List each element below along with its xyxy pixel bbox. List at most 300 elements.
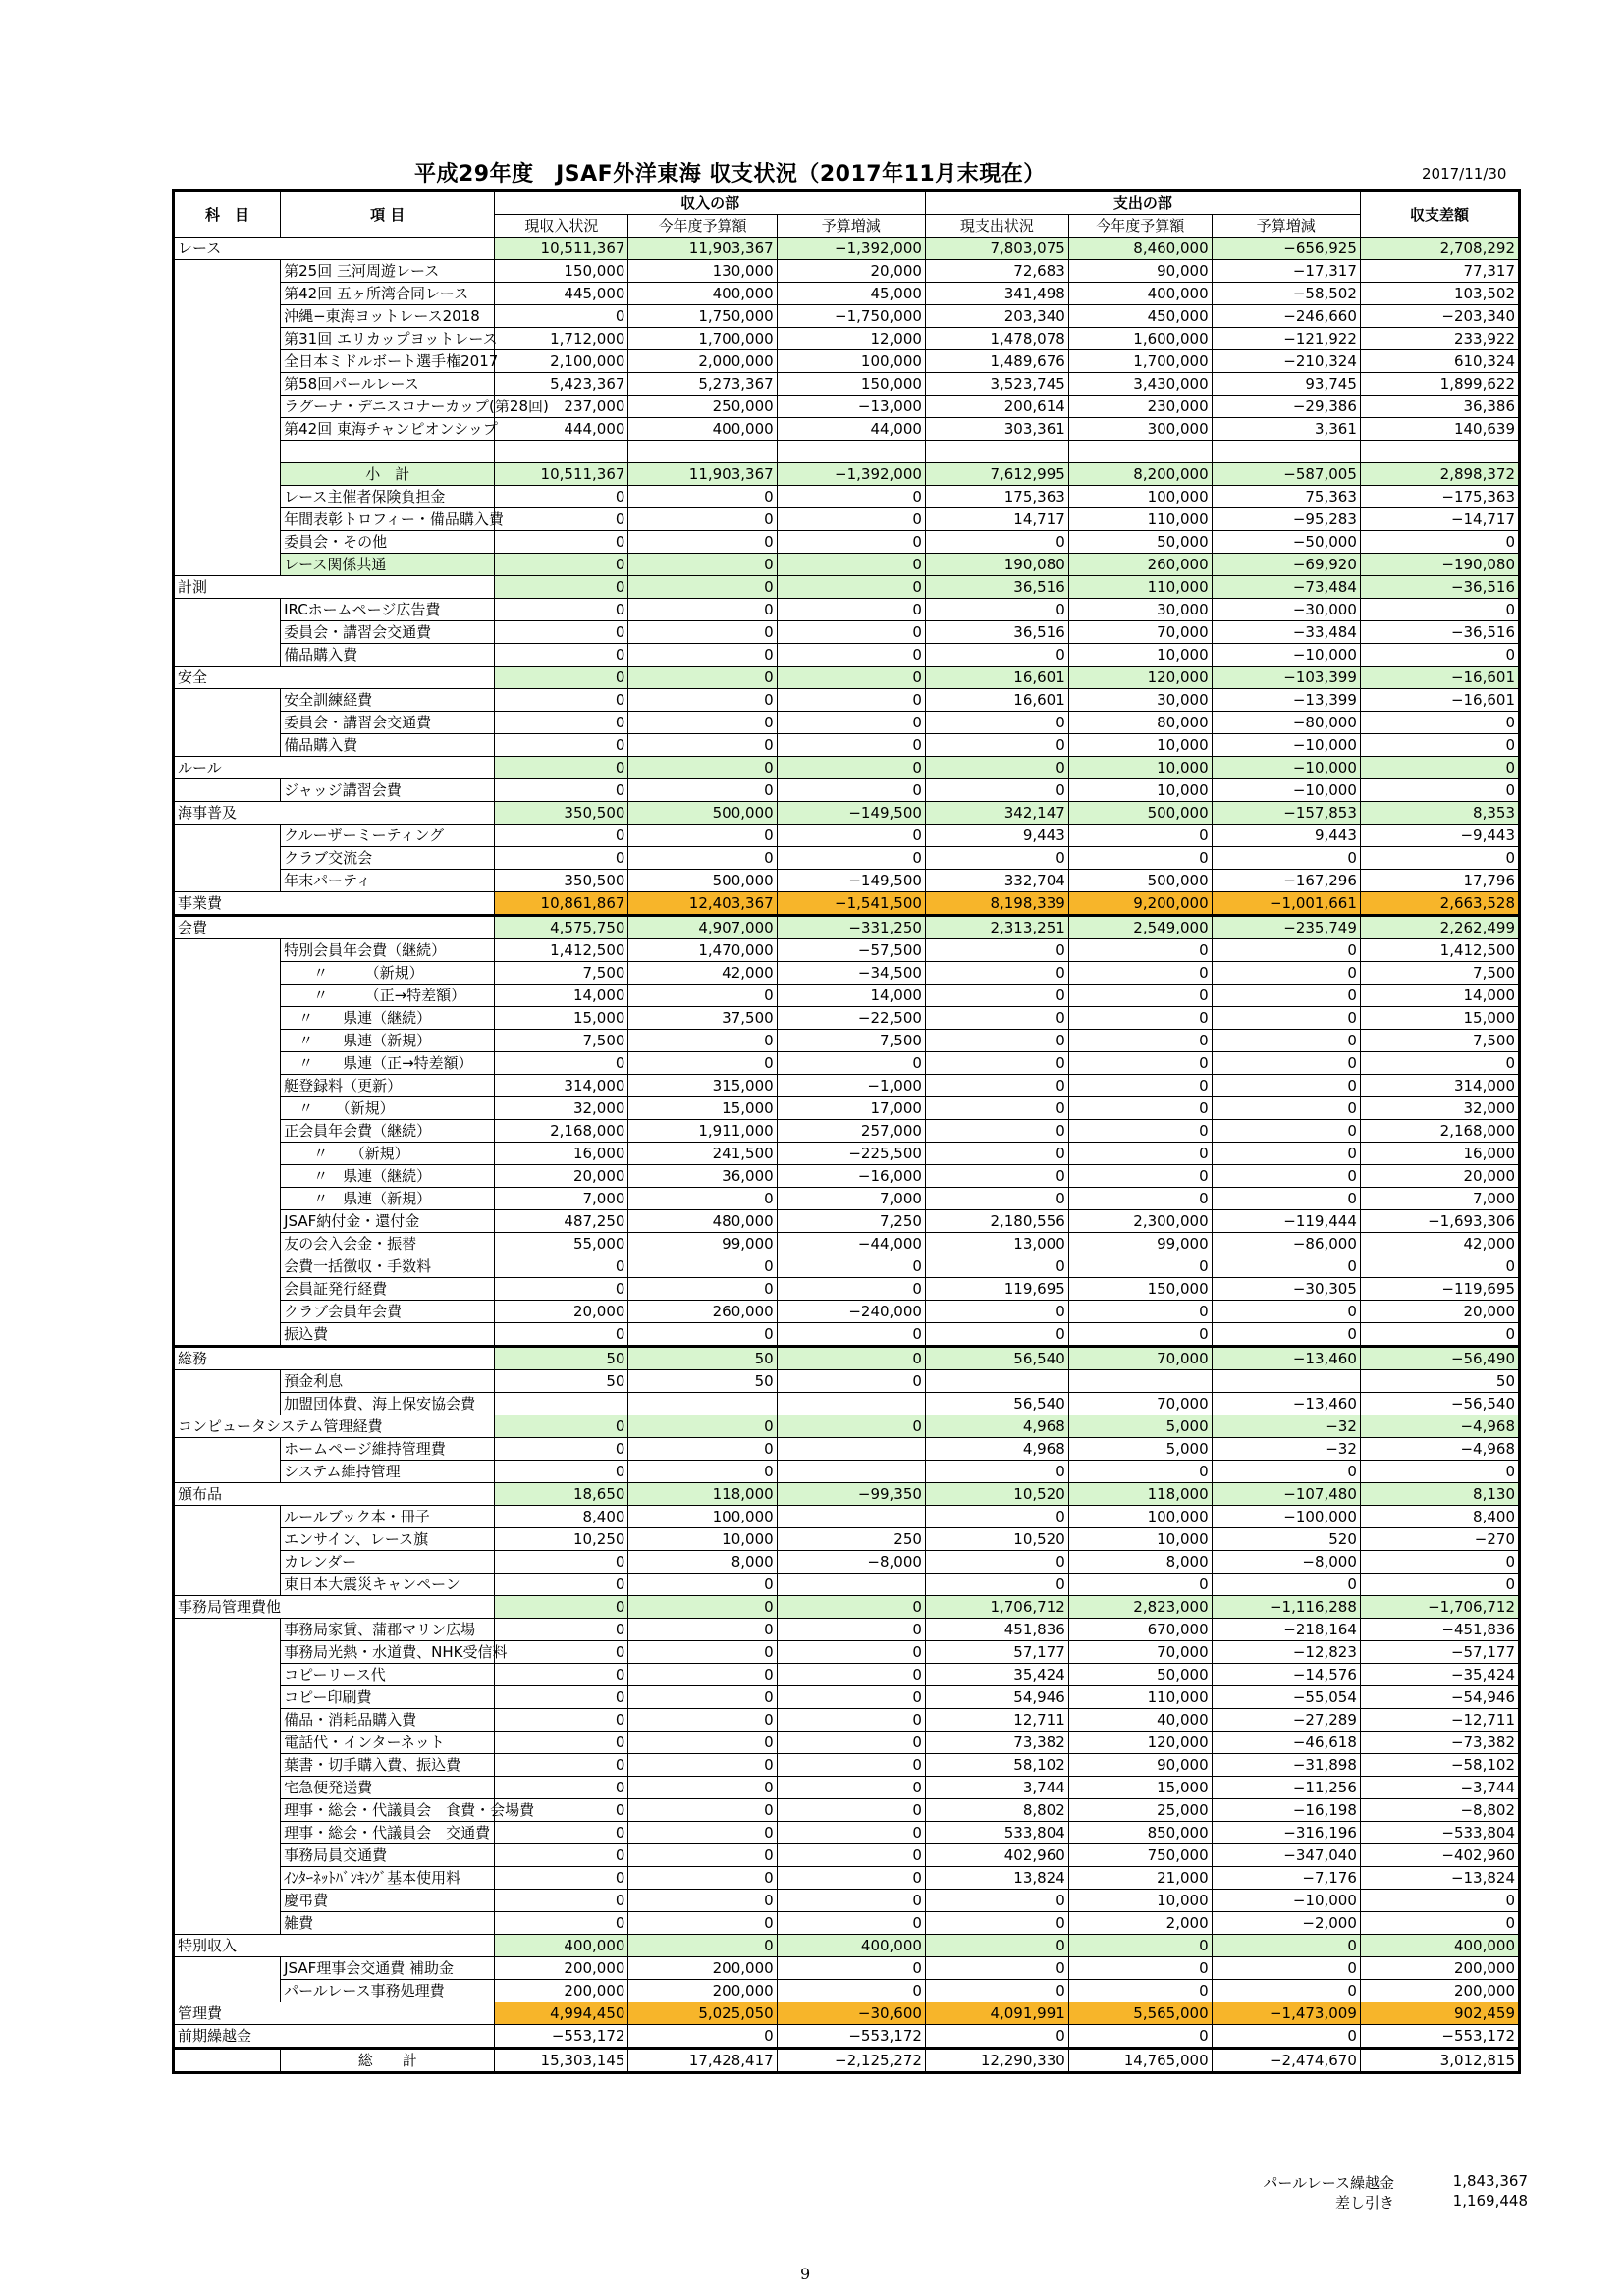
value-cell: 0: [1360, 847, 1519, 870]
value-cell: 56,540: [925, 1347, 1068, 1370]
value-cell: 50: [628, 1370, 777, 1393]
item-label: IRCホームページ広告費: [281, 599, 495, 621]
category-cell: [174, 1438, 281, 1461]
value-cell: [925, 441, 1068, 463]
item-label: クルーザーミーティング: [281, 825, 495, 847]
item-label: コピーリース代: [281, 1664, 495, 1686]
value-cell: −95,283: [1212, 508, 1360, 531]
value-cell: 50,000: [1068, 1664, 1212, 1686]
value-cell: 77,317: [1360, 260, 1519, 283]
value-cell: 341,498: [925, 283, 1068, 305]
value-cell: 7,612,995: [925, 463, 1068, 486]
header-income-group: 収入の部: [495, 191, 926, 215]
value-cell: −54,946: [1360, 1686, 1519, 1709]
value-cell: −2,000: [1212, 1912, 1360, 1935]
category-cell: [174, 1255, 281, 1278]
value-cell: −30,600: [777, 2002, 925, 2025]
category-cell: [174, 1686, 281, 1709]
value-cell: 332,704: [925, 870, 1068, 892]
value-cell: [777, 1438, 925, 1461]
item-label: 正会員年会費（継続）: [281, 1120, 495, 1143]
value-cell: 70,000: [1068, 1641, 1212, 1664]
value-cell: 40,000: [1068, 1709, 1212, 1732]
value-cell: 3,361: [1212, 418, 1360, 441]
value-cell: 50: [628, 1347, 777, 1370]
value-cell: −12,823: [1212, 1641, 1360, 1664]
value-cell: 902,459: [1360, 2002, 1519, 2025]
value-cell: 0: [777, 1754, 925, 1777]
value-cell: −57,177: [1360, 1641, 1519, 1664]
table-row: [174, 892, 1520, 916]
item-label: 小 計: [281, 463, 495, 486]
value-cell: 670,000: [1068, 1619, 1212, 1641]
value-cell: 0: [1212, 1075, 1360, 1097]
category-cell: [174, 1641, 281, 1664]
value-cell: 520: [1212, 1528, 1360, 1551]
table-row: [174, 1935, 1520, 1957]
value-cell: 0: [628, 2025, 777, 2049]
value-cell: 0: [1360, 1052, 1519, 1075]
category-cell: [174, 1980, 281, 2002]
category-label: 計測: [174, 576, 495, 599]
value-cell: 14,000: [495, 985, 628, 1007]
value-cell: 0: [1212, 1323, 1360, 1347]
header-income-diff: 予算増減: [777, 215, 925, 238]
value-cell: 150,000: [495, 260, 628, 283]
value-cell: 0: [1360, 734, 1519, 757]
header-expense-budget: 今年度予算額: [1068, 215, 1212, 238]
value-cell: 450,000: [1068, 305, 1212, 328]
value-cell: 0: [628, 1754, 777, 1777]
category-cell: [174, 689, 281, 712]
value-cell: −73,484: [1212, 576, 1360, 599]
value-cell: 0: [495, 1799, 628, 1822]
table-row: [174, 1461, 1520, 1483]
value-cell: 0: [495, 1461, 628, 1483]
value-cell: 73,382: [925, 1732, 1068, 1754]
value-cell: [495, 441, 628, 463]
value-cell: 45,000: [777, 283, 925, 305]
value-cell: 445,000: [495, 283, 628, 305]
category-cell: [174, 1393, 281, 1415]
footer-line: [1218, 2192, 1528, 2212]
value-cell: 0: [495, 1641, 628, 1664]
value-cell: −225,500: [777, 1143, 925, 1165]
value-cell: 0: [777, 757, 925, 779]
value-cell: −69,920: [1212, 554, 1360, 576]
table-row: [174, 508, 1520, 531]
value-cell: 4,994,450: [495, 2002, 628, 2025]
value-cell: −1,392,000: [777, 463, 925, 486]
value-cell: 2,823,000: [1068, 1596, 1212, 1619]
category-cell: [174, 1957, 281, 1980]
value-cell: 0: [925, 1461, 1068, 1483]
value-cell: 119,695: [925, 1278, 1068, 1301]
category-cell: [174, 441, 281, 463]
value-cell: −656,925: [1212, 238, 1360, 260]
item-label: 〃 （新規）: [281, 1097, 495, 1120]
value-cell: 14,717: [925, 508, 1068, 531]
category-cell: [174, 373, 281, 396]
table-row: [174, 1777, 1520, 1799]
table-row: [174, 1822, 1520, 1844]
header-kamoku: 科 目: [174, 191, 281, 238]
value-cell: 0: [925, 1980, 1068, 2002]
value-cell: −29,386: [1212, 396, 1360, 418]
value-cell: 0: [925, 1551, 1068, 1574]
value-cell: 2,168,000: [495, 1120, 628, 1143]
value-cell: 2,313,251: [925, 916, 1068, 939]
category-cell: [174, 1754, 281, 1777]
category-cell: [174, 1030, 281, 1052]
table-row: [174, 1120, 1520, 1143]
value-cell: 0: [1212, 1935, 1360, 1957]
table-row: [174, 350, 1520, 373]
table-row: [174, 396, 1520, 418]
value-cell: 16,601: [925, 667, 1068, 689]
value-cell: 0: [1068, 847, 1212, 870]
table-row: [174, 1912, 1520, 1935]
value-cell: 0: [777, 1822, 925, 1844]
value-cell: 0: [1068, 1255, 1212, 1278]
item-label: ルールブック本・冊子: [281, 1506, 495, 1528]
value-cell: −316,196: [1212, 1822, 1360, 1844]
item-label: 事務局光熱・水道費、NHK受信料: [281, 1641, 495, 1664]
value-cell: 7,000: [777, 1188, 925, 1210]
value-cell: 0: [495, 1732, 628, 1754]
value-cell: [1068, 441, 1212, 463]
value-cell: −4,968: [1360, 1415, 1519, 1438]
value-cell: 0: [628, 1461, 777, 1483]
value-cell: −119,695: [1360, 1278, 1519, 1301]
item-label: 宅急便発送費: [281, 1777, 495, 1799]
value-cell: 2,898,372: [1360, 463, 1519, 486]
value-cell: 1,706,712: [925, 1596, 1068, 1619]
table-row: [174, 916, 1520, 939]
value-cell: 444,000: [495, 418, 628, 441]
value-cell: 0: [1360, 599, 1519, 621]
value-cell: 8,802: [925, 1799, 1068, 1822]
value-cell: 0: [495, 1754, 628, 1777]
value-cell: 487,250: [495, 1210, 628, 1233]
table-row: [174, 1301, 1520, 1323]
value-cell: 0: [925, 1935, 1068, 1957]
footer-label: パールレース繰越金: [1263, 2174, 1394, 2192]
value-cell: −175,363: [1360, 486, 1519, 508]
item-label: 〃 県連（継続）: [281, 1007, 495, 1030]
value-cell: 0: [1212, 1120, 1360, 1143]
value-cell: −10,000: [1212, 779, 1360, 802]
item-label: 事務局家賃、蒲郡マリン広場: [281, 1619, 495, 1641]
value-cell: 0: [1212, 1957, 1360, 1980]
value-cell: 4,091,991: [925, 2002, 1068, 2025]
value-cell: 0: [1360, 757, 1519, 779]
value-cell: −58,502: [1212, 283, 1360, 305]
value-cell: 0: [1360, 531, 1519, 554]
value-cell: 0: [628, 1799, 777, 1822]
category-label: 会費: [174, 916, 495, 939]
value-cell: 0: [777, 1912, 925, 1935]
table-row: [174, 1483, 1520, 1506]
header-income-current: 現収入状況: [495, 215, 628, 238]
category-cell: [174, 1912, 281, 1935]
value-cell: 14,000: [1360, 985, 1519, 1007]
value-cell: −34,500: [777, 962, 925, 985]
value-cell: 0: [628, 508, 777, 531]
item-label: ラグーナ・デニスコナーカップ(第28回): [281, 396, 495, 418]
value-cell: 1,412,500: [495, 939, 628, 962]
value-cell: 8,460,000: [1068, 238, 1212, 260]
value-cell: 0: [628, 1619, 777, 1641]
value-cell: 0: [1212, 847, 1360, 870]
category-cell: [174, 1528, 281, 1551]
value-cell: 7,803,075: [925, 238, 1068, 260]
value-cell: 3,430,000: [1068, 373, 1212, 396]
value-cell: −1,000: [777, 1075, 925, 1097]
table-row: [174, 463, 1520, 486]
item-label: ジャッジ講習会費: [281, 779, 495, 802]
value-cell: 7,250: [777, 1210, 925, 1233]
value-cell: 0: [777, 1641, 925, 1664]
value-cell: 10,520: [925, 1483, 1068, 1506]
value-cell: 0: [925, 599, 1068, 621]
value-cell: 0: [495, 1438, 628, 1461]
value-cell: −190,080: [1360, 554, 1519, 576]
value-cell: 0: [1212, 1301, 1360, 1323]
table-row: [174, 870, 1520, 892]
item-label: 年末パーティ: [281, 870, 495, 892]
value-cell: 0: [628, 985, 777, 1007]
value-cell: 0: [628, 1777, 777, 1799]
value-cell: 0: [495, 667, 628, 689]
value-cell: 8,000: [628, 1551, 777, 1574]
category-cell: [174, 531, 281, 554]
value-cell: 0: [777, 1052, 925, 1075]
value-cell: −22,500: [777, 1007, 925, 1030]
category-cell: [174, 396, 281, 418]
value-cell: 0: [628, 1867, 777, 1890]
table-row: [174, 667, 1520, 689]
table-row: [174, 847, 1520, 870]
value-cell: 0: [628, 1438, 777, 1461]
value-cell: 56,540: [925, 1393, 1068, 1415]
value-cell: −13,460: [1212, 1393, 1360, 1415]
value-cell: 533,804: [925, 1822, 1068, 1844]
value-cell: 0: [777, 644, 925, 667]
table-row: [174, 1075, 1520, 1097]
table-row: [174, 1188, 1520, 1210]
value-cell: −99,350: [777, 1483, 925, 1506]
value-cell: −347,040: [1212, 1844, 1360, 1867]
value-cell: 0: [628, 1822, 777, 1844]
item-label: 艇登録料（更新）: [281, 1075, 495, 1097]
item-label: 〃 （正→特差額）: [281, 985, 495, 1007]
value-cell: 0: [925, 1890, 1068, 1912]
table-row: [174, 1709, 1520, 1732]
value-cell: 175,363: [925, 486, 1068, 508]
value-cell: 0: [1360, 1574, 1519, 1596]
value-cell: 12,403,367: [628, 892, 777, 916]
value-cell: 0: [925, 734, 1068, 757]
value-cell: 32,000: [495, 1097, 628, 1120]
value-cell: 0: [628, 531, 777, 554]
value-cell: 0: [628, 757, 777, 779]
value-cell: −553,172: [495, 2025, 628, 2049]
value-cell: 0: [1360, 1890, 1519, 1912]
value-cell: 0: [495, 1596, 628, 1619]
value-cell: 14,765,000: [1068, 2049, 1212, 2073]
value-cell: 0: [777, 1867, 925, 1890]
footer-line: [1218, 2172, 1528, 2192]
value-cell: 0: [777, 1596, 925, 1619]
table-row: [174, 1438, 1520, 1461]
item-label: 第58回パールレース: [281, 373, 495, 396]
value-cell: 10,861,867: [495, 892, 628, 916]
header-expense-diff: 予算増減: [1212, 215, 1360, 238]
item-label: 第25回 三河周遊レース: [281, 260, 495, 283]
category-label: レース: [174, 238, 495, 260]
table-row: [174, 1619, 1520, 1641]
item-label: 加盟団体費、海上保安協会費: [281, 1393, 495, 1415]
category-cell: [174, 283, 281, 305]
value-cell: 0: [495, 1867, 628, 1890]
value-cell: 402,960: [925, 1844, 1068, 1867]
value-cell: 0: [777, 667, 925, 689]
value-cell: 0: [1068, 1957, 1212, 1980]
value-cell: 0: [1068, 1574, 1212, 1596]
value-cell: 0: [1212, 1255, 1360, 1278]
value-cell: 36,386: [1360, 396, 1519, 418]
value-cell: 8,400: [495, 1506, 628, 1528]
value-cell: 0: [495, 1052, 628, 1075]
value-cell: 100,000: [1068, 1506, 1212, 1528]
table-row: [174, 599, 1520, 621]
value-cell: 15,000: [1068, 1777, 1212, 1799]
category-cell: [174, 1551, 281, 1574]
value-cell: −1,693,306: [1360, 1210, 1519, 1233]
value-cell: 0: [777, 1777, 925, 1799]
value-cell: −1,541,500: [777, 892, 925, 916]
value-cell: −58,102: [1360, 1754, 1519, 1777]
value-cell: 9,443: [1212, 825, 1360, 847]
value-cell: 99,000: [628, 1233, 777, 1255]
value-cell: 0: [777, 1323, 925, 1347]
value-cell: −35,424: [1360, 1664, 1519, 1686]
value-cell: 80,000: [1068, 712, 1212, 734]
value-cell: −533,804: [1360, 1822, 1519, 1844]
value-cell: 2,000: [1068, 1912, 1212, 1935]
value-cell: 36,000: [628, 1165, 777, 1188]
item-label: クラブ交流会: [281, 847, 495, 870]
value-cell: 118,000: [628, 1483, 777, 1506]
category-cell: [174, 1120, 281, 1143]
value-cell: −14,717: [1360, 508, 1519, 531]
value-cell: −1,392,000: [777, 238, 925, 260]
table-row: [174, 1393, 1520, 1415]
value-cell: 21,000: [1068, 1867, 1212, 1890]
value-cell: 20,000: [1360, 1165, 1519, 1188]
value-cell: 150,000: [1068, 1278, 1212, 1301]
value-cell: 610,324: [1360, 350, 1519, 373]
value-cell: 400,000: [777, 1935, 925, 1957]
value-cell: 10,000: [1068, 734, 1212, 757]
value-cell: 50: [495, 1347, 628, 1370]
value-cell: −121,922: [1212, 328, 1360, 350]
table-row: [174, 1551, 1520, 1574]
category-cell: [174, 712, 281, 734]
value-cell: −218,164: [1212, 1619, 1360, 1641]
value-cell: 25,000: [1068, 1799, 1212, 1822]
value-cell: 1,750,000: [628, 305, 777, 328]
table-row: [174, 1278, 1520, 1301]
value-cell: 0: [628, 554, 777, 576]
table-row: [174, 531, 1520, 554]
value-cell: 0: [925, 1165, 1068, 1188]
value-cell: 0: [1068, 1052, 1212, 1075]
value-cell: 190,080: [925, 554, 1068, 576]
value-cell: 0: [925, 779, 1068, 802]
category-cell: [174, 1506, 281, 1528]
value-cell: 200,000: [495, 1957, 628, 1980]
value-cell: 0: [1360, 1323, 1519, 1347]
value-cell: 10,520: [925, 1528, 1068, 1551]
value-cell: 7,500: [1360, 962, 1519, 985]
value-cell: −235,749: [1212, 916, 1360, 939]
item-label: 〃 県連（新規）: [281, 1188, 495, 1210]
value-cell: 10,000: [628, 1528, 777, 1551]
value-cell: 0: [495, 1912, 628, 1935]
value-cell: 44,000: [777, 418, 925, 441]
value-cell: 10,511,367: [495, 463, 628, 486]
value-cell: 3,012,815: [1360, 2049, 1519, 2073]
value-cell: −30,305: [1212, 1278, 1360, 1301]
value-cell: −16,198: [1212, 1799, 1360, 1822]
value-cell: −210,324: [1212, 350, 1360, 373]
value-cell: 0: [777, 825, 925, 847]
value-cell: [925, 1370, 1068, 1393]
item-label: 電話代・インターネット: [281, 1732, 495, 1754]
table-row: [174, 644, 1520, 667]
table-row: [174, 1323, 1520, 1347]
table-row: [174, 373, 1520, 396]
value-cell: 0: [1068, 1030, 1212, 1052]
category-cell: [174, 825, 281, 847]
value-cell: 750,000: [1068, 1844, 1212, 1867]
value-cell: 103,502: [1360, 283, 1519, 305]
value-cell: −57,500: [777, 939, 925, 962]
table-row: [174, 962, 1520, 985]
value-cell: 7,500: [1360, 1030, 1519, 1052]
table-row: [174, 260, 1520, 283]
table-row: [174, 1980, 1520, 2002]
table-row: [174, 1506, 1520, 1528]
value-cell: 480,000: [628, 1210, 777, 1233]
item-label: エンサイン、レース旗: [281, 1528, 495, 1551]
value-cell: 0: [777, 1709, 925, 1732]
value-cell: 0: [495, 1551, 628, 1574]
value-cell: 0: [628, 1323, 777, 1347]
value-cell: −240,000: [777, 1301, 925, 1323]
value-cell: 1,470,000: [628, 939, 777, 962]
value-cell: 0: [495, 1619, 628, 1641]
category-cell: [174, 939, 281, 962]
category-label: 管理費: [174, 2002, 495, 2025]
value-cell: 14,000: [777, 985, 925, 1007]
value-cell: [777, 1574, 925, 1596]
item-label: 全日本ミドルボート選手権2017: [281, 350, 495, 373]
value-cell: 140,639: [1360, 418, 1519, 441]
value-cell: 20,000: [495, 1301, 628, 1323]
